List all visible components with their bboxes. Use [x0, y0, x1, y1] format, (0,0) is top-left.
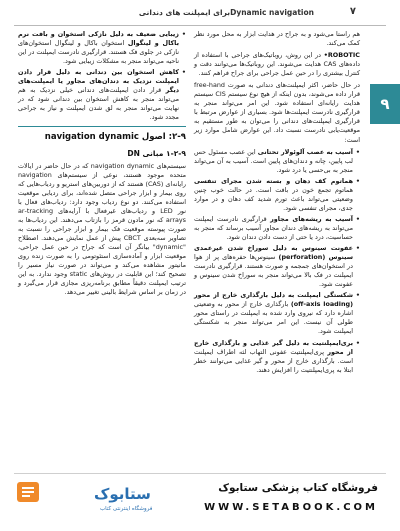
complications-list-continued [18, 30, 186, 122]
subsection-heading: ۹‑۲‑۱ مبانی DN [127, 148, 186, 158]
right-column [194, 30, 360, 472]
logo-wordmark: ستابوک [94, 485, 151, 503]
item-heading: زیبایی ضعیف به دلیل نازکی استخوان و بافت نرم باکال و لینگوال [18, 30, 179, 48]
section-heading: ۹‑۲: اصول navigation dynamic [44, 132, 186, 143]
page-number: ۷ [349, 6, 356, 17]
left-column [18, 30, 186, 470]
item-heading: آسیب به عصب آلوئولار تحتانی [257, 147, 353, 156]
item-text: قرارگیری نادرست ایمپلنت می‌تواند به ریشه‌های دندان مجاور آسیب برساند که منجر به حساسیت، درد یا حتی از دست دادن دندان شود. [194, 214, 353, 241]
list-item [194, 339, 360, 375]
list-item [194, 148, 360, 175]
footer-divider [14, 473, 386, 474]
item-text: هماتوم تجمع خون در بافت است. در حالت خوب چنین وضعیتی می‌تواند باعث تورم شدید کف دهان و در موارد جدی، مجرای تنفسی شود. [194, 185, 353, 212]
running-title: Dynamic navigationبرای ایمپلنت های دندانی [138, 8, 314, 17]
item-heading: بری‌ایمپلنتیت به دلیل گیر غذایی و بارگذاری خارج از محور [194, 338, 354, 356]
header-divider [14, 25, 386, 26]
page-footer [0, 469, 400, 531]
setabook-logo [16, 479, 153, 513]
list-item [18, 68, 186, 122]
item-text: بارگذاری خارج از محور به وضعیتی اشاره دارد که نیروی وارد شده به ایمپلنت در راستای محور طولی آن نیست. این امر می‌تواند منجر به شکستگی ایمپلنت شود. [194, 300, 353, 336]
bold-term: ROBOTIC• [323, 51, 360, 60]
list-item [194, 215, 360, 242]
item-text: استخوان باکال و لینگوال استخوان‌های نازکی در جلوی فک هستند. قرارگیری نادرست ایمپلنت در این ناحیه می‌تواند منجر به مشکلات زیبایی شود. [18, 39, 179, 66]
paragraph [194, 51, 360, 78]
item-heading: هماتوم کف دهان و بسته شدن مجرای تنفسی [194, 176, 353, 185]
paragraph-text: در این روش، روباتیک‌های جراحی با استفاده از داده‌های CAS هدایت می‌شوند. این روباتیک‌ها می‌توانند دقت و کنترل بیشتری را در حین عمل جراحی برای جراح فراهم کنند. [194, 51, 360, 78]
store-name: فروشگاه کتاب پزشکی ستابوک [218, 482, 378, 494]
logo-tagline: فروشگاه اینترنتی کتاب [100, 506, 153, 512]
item-heading: شکستگی ایمپلنت به دلیل بارگذاری خارج از محور (off‑axis loading) [194, 291, 353, 309]
list-item [194, 177, 360, 213]
item-heading: آسیب به ریشه‌های مجاور [270, 214, 353, 223]
list-item [18, 30, 186, 66]
item-heading: عفونت سینوس به دلیل سوراخ شدن غیرعمدی سینوس (perforation) [194, 244, 353, 262]
item-text: این عصب مسئول حس لب پایین، چانه و دندان‌های پایین است. آسیب به آن می‌تواند منجر به بی‌حسی یا درد شود. [194, 147, 353, 174]
list-item [194, 291, 360, 336]
store-url[interactable]: WWW.SETABOOK.COM [204, 502, 378, 513]
paragraph: هم راستا می‌شود و به جراح در هدایت ابزار به محل مورد نظر کمک می‌کند. [194, 30, 360, 48]
section-divider [18, 126, 186, 127]
list-item [194, 244, 360, 289]
paragraph: سیستم‌های navigation dynamic که در حال حاضر در ایالات متحده موجود هستند، نوعی از سیستم‌های navigation رایانه‌ای (CAS) هستند که از دوربین‌های استریو و ردیاب‌هایی که روی بیمار و ابزار جراحی متصل شده‌اند، برای ردیابی موقعیت استفاده می‌کنند. دو نوع ردیاب وجود دارد: ردیاب‌های فعال با نور LED و ردیاب‌های غیرفعال با آرایه‌های ar‑tracking arrays که نور مادون قرمز را بازتاب می‌دهند. این ردیاب‌ها به صورت پیوسته موقعیت فک بیمار و ابزار جراحی را نسبت به تصاویر سه‌بعدی CBCT پیش از عمل نمایش می‌دهند. اصطلاح "dynamic" بیانگر آن است که جراح در حین عمل جراحی، موقعیت ابزار و آماده‌سازی استئوتومی را به صورت زنده روی مانیتور مشاهده می‌کند و می‌تواند در صورت نیاز مسیر را تصحیح کند؛ این قابلیت در روش‌های static وجود ندارد. به این ترتیب ایمپلنت دقیقاً مطابق برنامه‌ریزی مجازی قرار می‌گیرد و در زمان بر اساس شرایط بالینی تغییر می‌دهد. [18, 161, 186, 297]
item-text: پری‌ایمپلنتیت عفونی التهاب لثه اطراف ایمپلنت است. بارگذاری خارج از محور و گیر غذایی می‌توانند خطر ابتلا به پری‌ایمپلنتیت را افزایش دهند. [194, 347, 353, 374]
complications-list [194, 148, 360, 375]
item-heading: کاهش استخوان بین دندانی به دلیل قرار دادن ایمپلنت نزدیک به دندان‌های مجاور یا ایمپلنت‌های دیگر [18, 68, 179, 95]
item-text: قرار دادن ایمپلنت‌های دندانی خیلی نزدیک به هم می‌تواند منجر به کاهش استخوان بین دندانی شود که در نهایت می‌تواند منجر به لق شدن ایمپلنت و نیاز به جراحی مجدد شود. [18, 86, 179, 122]
paragraph: در حال حاضر، اکثر ایمپلنت‌های دندانی به صورت free‑hand قرار داده می‌شوند، بدون اینکه از هیچ نوع سیستم CIS سیستم هدایت رایانه‌ای استفاده شود. این امر می‌تواند منجر به قرارگیری نادرست ایمپلنت‌ها شود. بسیاری از عوارض مرتبط با قرارگیری ایمپلنت‌های دندانی را می‌توان به طور مستقیم به موقعیت‌یابی نادرست نسبت داد. این عوارض شامل موارد زیر است: [194, 81, 360, 144]
page-header [0, 0, 400, 26]
chapter-tab: ۹ [370, 84, 400, 124]
item-text: سینوس‌ها حفره‌های پر از هوا در استخوان‌های جمجمه و صورت هستند. قرارگیری نادرست ایمپلنت در فک بالا می‌تواند منجر به سوراخ شدن سینوس و عفونت شود. [194, 253, 353, 289]
